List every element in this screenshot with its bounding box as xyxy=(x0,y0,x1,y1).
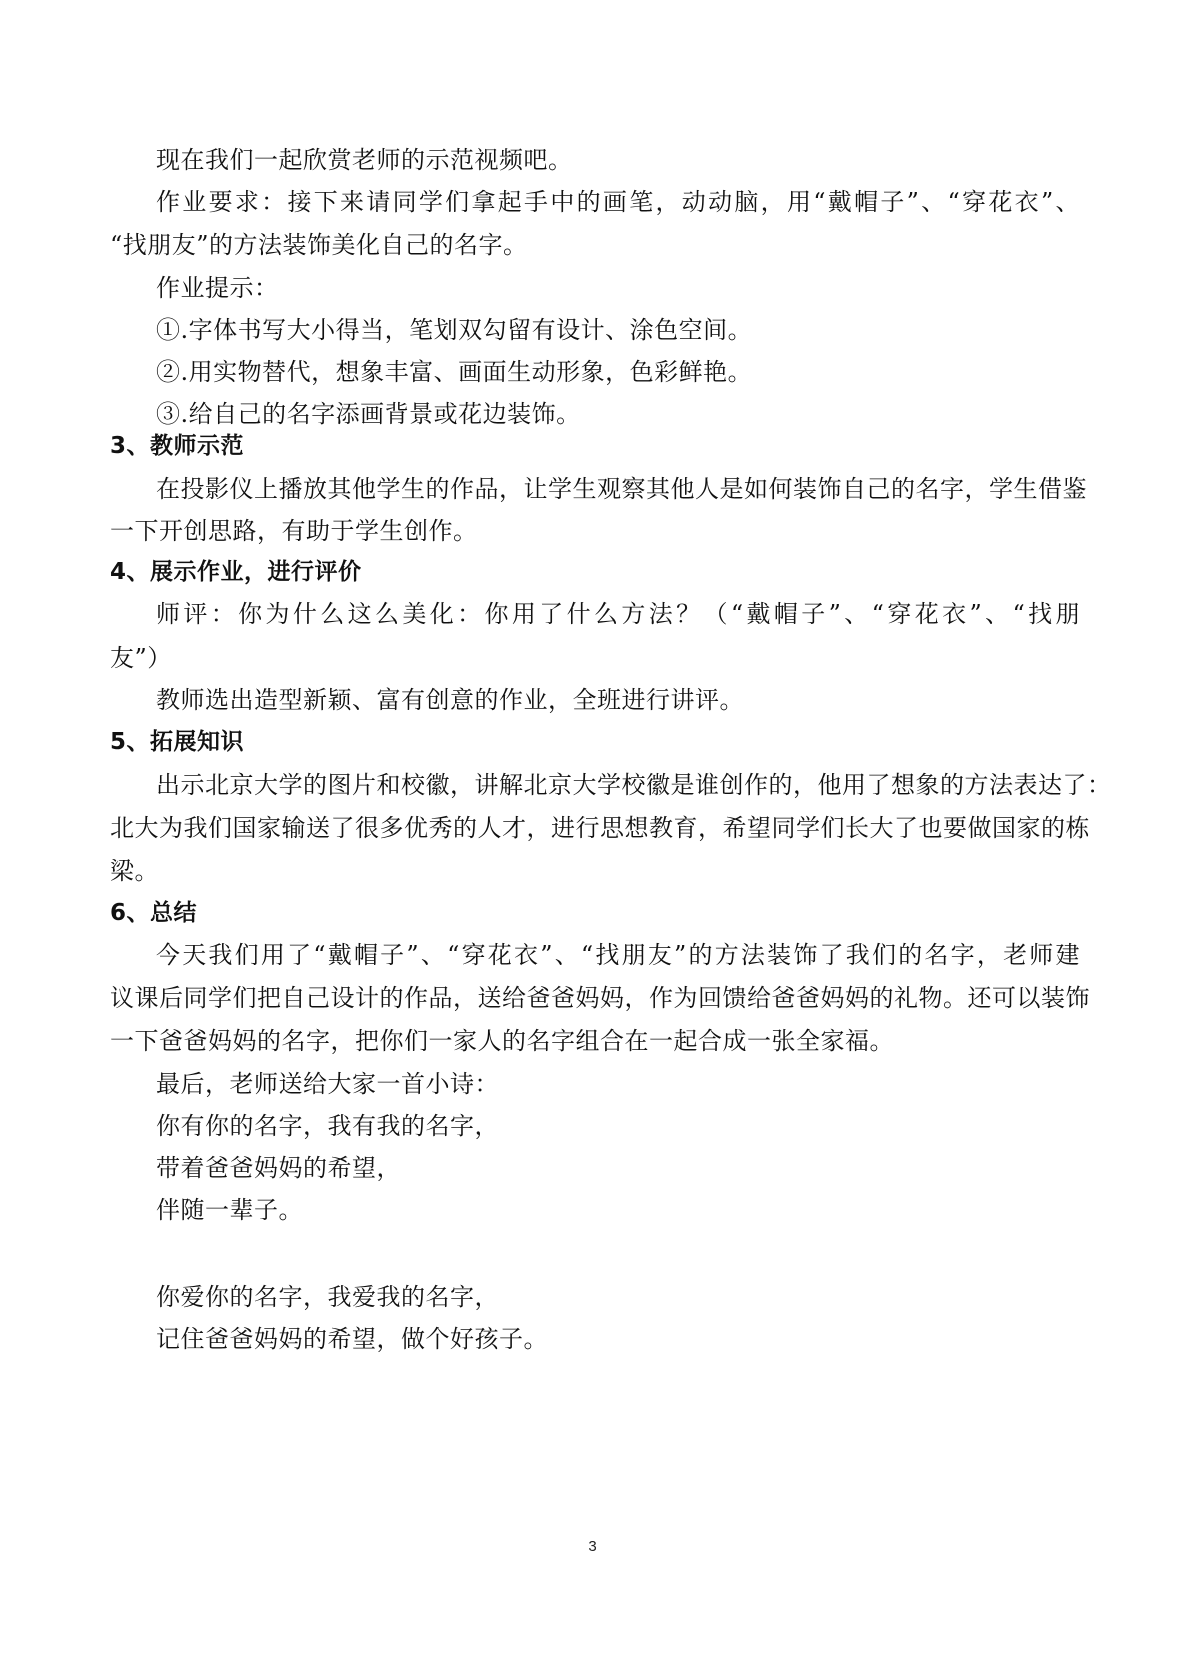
page-number: 3 xyxy=(588,1538,597,1555)
paragraph-teacher-review-cont: 友”） xyxy=(110,644,172,672)
poem-line-2: 带着爸爸妈妈的希望， xyxy=(156,1154,401,1182)
homework-tip-2: ②.用实物替代，想象丰富、画面生动形象，色彩鲜艳。 xyxy=(156,358,753,386)
paragraph-teacher-demo: 在投影仪上播放其他学生的作品，让学生观察其他人是如何装饰自己的名字，学生借鉴 xyxy=(156,475,1087,503)
paragraph-summary: 今天我们用了“戴帽子”、“穿花衣”、“找朋友”的方法装饰了我们的名字，老师建 xyxy=(156,941,1080,969)
paragraph-teacher-demo-cont: 一下开创思路，有助于学生创作。 xyxy=(110,517,478,545)
paragraph-peking-university-cont: 北大为我们国家输送了很多优秀的人才，进行思想教育，希望同学们长大了也要做国家的栋 xyxy=(110,814,1090,842)
paragraph-class-review: 教师选出造型新颖、富有创意的作业，全班进行讲评。 xyxy=(156,686,744,714)
section-heading-show-evaluate: 4、展示作业，进行评价 xyxy=(110,559,362,585)
homework-tip-1: ①.字体书写大小得当，笔划双勾留有设计、涂色空间。 xyxy=(156,316,753,344)
paragraph-homework-requirement: 作业要求：接下来请同学们拿起手中的画笔，动动脑，用“戴帽子”、“穿花衣”、 xyxy=(156,188,1080,216)
poem-line-5: 记住爸爸妈妈的希望，做个好孩子。 xyxy=(156,1325,548,1353)
paragraph-summary-cont: 议课后同学们把自己设计的作品，送给爸爸妈妈，作为回馈给爸爸妈妈的礼物。还可以装饰 xyxy=(110,984,1090,1012)
poem-line-4: 你爱你的名字，我爱我的名字， xyxy=(156,1283,499,1311)
paragraph-peking-university-end: 梁。 xyxy=(110,857,159,885)
paragraph-homework-requirement-cont: “找朋友”的方法装饰美化自己的名字。 xyxy=(110,231,528,259)
poem-line-3: 伴随一辈子。 xyxy=(156,1196,303,1224)
poem-line-1: 你有你的名字，我有我的名字， xyxy=(156,1112,499,1140)
paragraph-video-intro: 现在我们一起欣赏老师的示范视频吧。 xyxy=(156,146,573,174)
section-heading-summary: 6、总结 xyxy=(110,900,198,926)
paragraph-homework-tips-label: 作业提示： xyxy=(156,274,279,302)
paragraph-peking-university: 出示北京大学的图片和校徽，讲解北京大学校徽是谁创作的，他用了想象的方法表达了： xyxy=(156,771,1112,799)
paragraph-teacher-review: 师评：你为什么这么美化：你用了什么方法？（“戴帽子”、“穿花衣”、“找朋 xyxy=(156,600,1080,628)
homework-tip-3: ③.给自己的名字添画背景或花边装饰。 xyxy=(156,400,581,428)
paragraph-poem-intro: 最后，老师送给大家一首小诗： xyxy=(156,1070,499,1098)
paragraph-summary-end: 一下爸爸妈妈的名字，把你们一家人的名字组合在一起合成一张全家福。 xyxy=(110,1027,894,1055)
section-heading-teacher-demo: 3、教师示范 xyxy=(110,433,245,459)
section-heading-extend-knowledge: 5、拓展知识 xyxy=(110,729,245,755)
